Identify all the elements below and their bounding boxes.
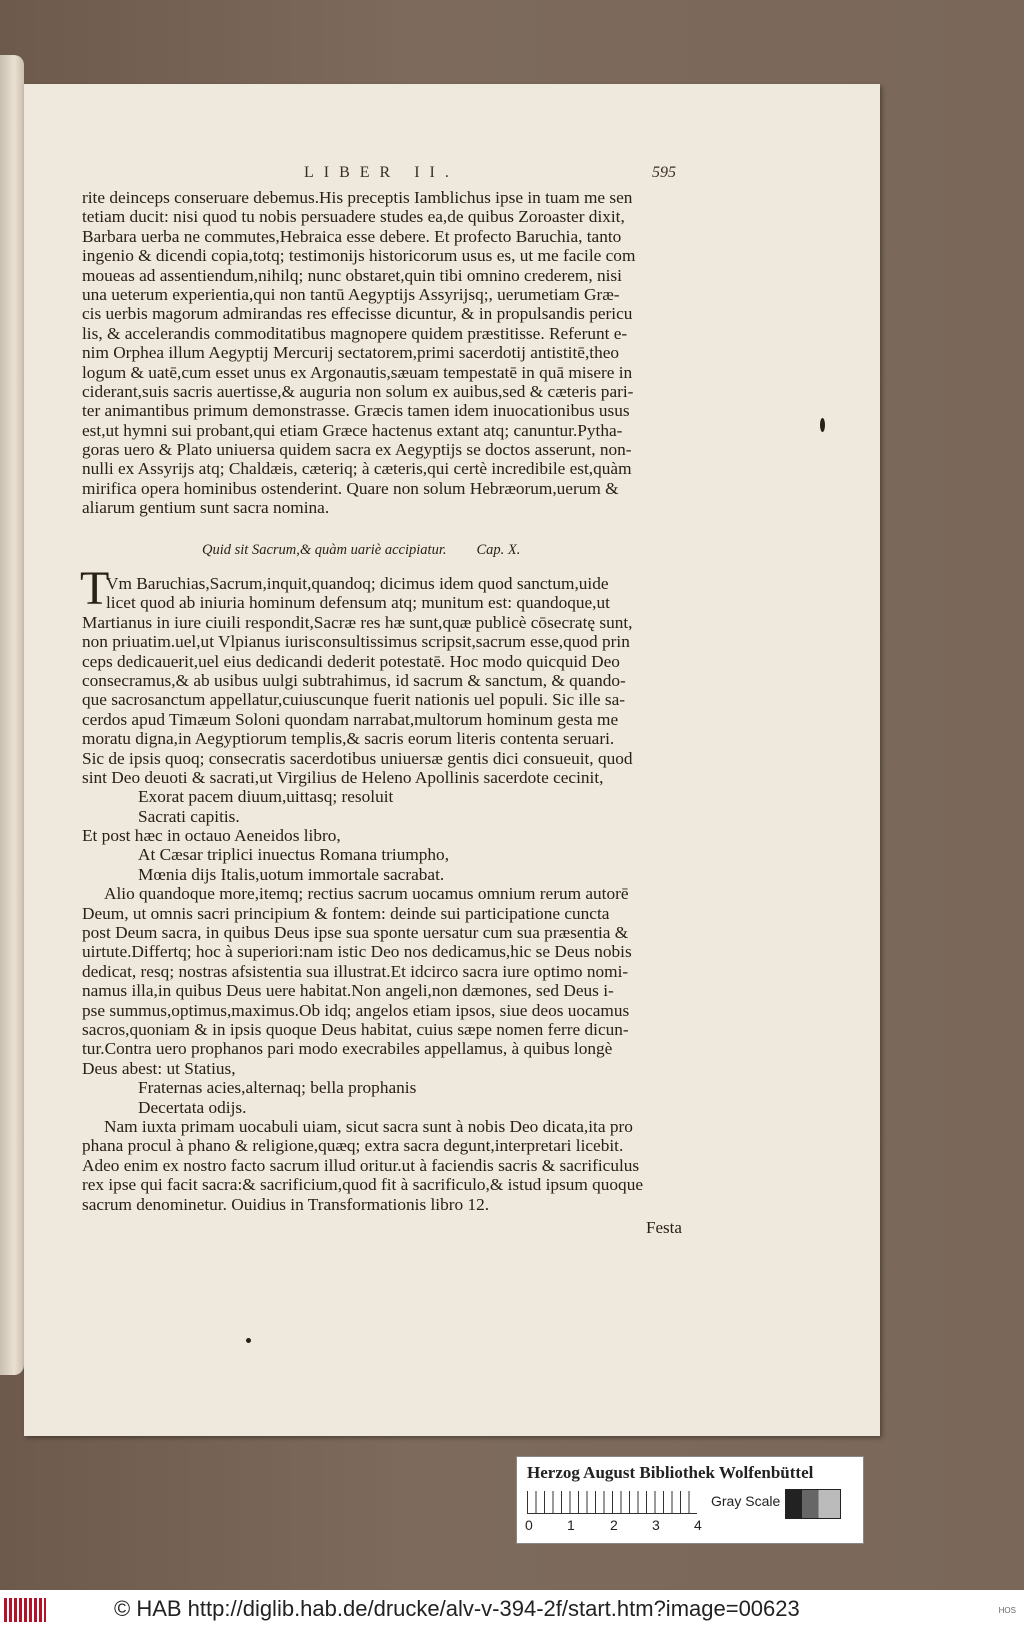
verse-line: Decertata odijs. (138, 1097, 247, 1117)
text-line: ceps dedicauerit,uel eius dedicandi dederit potestatē. Hoc modo quicquid Deo (82, 651, 620, 671)
text-line: Vm Baruchias,Sacrum,inquit,quandoq; dicimus idem quod sanctum,uide (106, 574, 609, 593)
text-line: logum & uatē,cum esset unus ex Argonautis,sæuam tempestatē in quā misere in (82, 362, 633, 382)
verse-line: Mœnia dijs Italis,uotum immortale sacrabat. (138, 864, 445, 884)
text-line: cis uerbis magorum admirandas res effecisse dicuntur, & in propulsandis pericu (82, 304, 633, 324)
text-line: aliarum gentium sunt sacra nomina. (82, 498, 330, 518)
text-line: ter animantibus primum demonstrasse. Græcis tamen idem inuocationibus usus (82, 401, 630, 421)
gray-scale-swatches (785, 1489, 841, 1519)
text-line: sint Deo deuoti & sacrati,ut Virgilius de Heleno Apollinis sacerdote cecinit, (82, 767, 604, 787)
text-line: phana procul à phano & religione,quæq; extra sacra degunt,interpretari licebit. (82, 1136, 624, 1156)
footer-tiny-mark: HOS (998, 1606, 1016, 1615)
text-line: uirtute.Differtq; hoc à superiori:nam istic Deo nos dedicamus,hic se Deus nobis (82, 942, 632, 962)
facing-page-edge (0, 55, 24, 1375)
ink-stain (246, 1338, 251, 1343)
text-line: mirifica opera hominibus ostenderint. Quare non solum Hebræorum,uerum & (82, 478, 619, 498)
text-line: dedicat, resq; nostras afsistentia sua illustrat.Et idcirco sacra iure optimo nomi- (82, 961, 629, 981)
text-line: non priuatim.uel,ut Vlpianus iurisconsultissimus scripsit,sacrum esse,quod prin (82, 632, 630, 652)
text-line: pse summus,optimus,maximus.Ob idq; angelos etiam ipsos, siue deos uocamus (82, 1000, 630, 1020)
verse-line: Exorat pacem diuum,uittasq; resoluit (138, 787, 394, 807)
ruler-number: 3 (652, 1517, 660, 1533)
text-line: Alio quandoque more,itemq; rectius sacrum uocamus omnium rerum autorē (104, 884, 629, 904)
verse-line: At Cæsar triplici inuectus Romana triumpho, (138, 845, 450, 865)
gray-scale-label: Gray Scale (711, 1493, 781, 1509)
catchword: Festa (646, 1218, 682, 1237)
chapter-title: Quid sit Sacrum,& quàm uariè accipiatur. (202, 542, 447, 558)
text-line: sacrum denominetur. Ouidius in Transformationis libro 12. (82, 1194, 490, 1214)
text-line: post Deum sacra, in quibus Deus ipse sua sponte uersatur cum sua præsentia & (82, 923, 629, 943)
text-line: Et post hæc in octauo Aeneidos libro, (82, 826, 341, 846)
footer-bar (0, 1590, 1024, 1629)
text-line: tur.Contra uero prophanos pari modo execrabiles appellamus, à quibus longè (82, 1039, 613, 1059)
text-line: nim Orphea illum Aegyptij Mercurij sectatorem,primi sacerdotij antistitē,theo (82, 343, 620, 363)
text-line: lis, & accelerandis commoditatibus magnopere quidem præstitisse. Referunt e- (82, 323, 628, 343)
text-line: rex ipse qui facit sacra:& sacrificium,quod fit à sacrificulo,& istud ipsum quoque (82, 1175, 644, 1195)
library-color-card (516, 1456, 864, 1544)
verse-line: Fraternas acies,alternaq; bella prophanis (138, 1078, 417, 1098)
text-line: Martianus in iure ciuili respondit,Sacræ res hæ sunt,quæ publicè cōsecratę sunt, (82, 612, 633, 632)
text-line: tetiam ducit: nisi quod tu nobis persuadere studes ea,de quibus Zoroaster dixit, (82, 207, 625, 227)
text-line: que sacrosanctum appellatur,cuiuscunque fuerit nationis uel populi. Sic ille sa- (82, 690, 626, 710)
text-line: Nam iuxta primam uocabuli uiam, sicut sacra sunt à nobis Deo dicata,ita pro (104, 1116, 633, 1136)
chapter-number: Cap. X. (476, 542, 521, 558)
scale-ruler (527, 1491, 697, 1514)
text-line: namus illa,in quibus Deus uere habitat.Non angeli,non dæmones, sed Deus i- (82, 981, 614, 1001)
text-line: moueas ad assentiendum,nihilq; nunc obstaret,quin tibi omnino crederem, nisi (82, 265, 622, 285)
text-line: una ueterum experientia,qui non tantū Aegyptijs Assyrijsq;, uerumetiam Græ- (82, 284, 620, 304)
library-name: Herzog August Bibliothek Wolfenbüttel (527, 1463, 814, 1482)
text-line: Barbara uerba ne commutes,Hebraica esse debere. Et profecto Baruchia, tanto (82, 226, 622, 246)
text-line: sacros,quoniam & in ipsis quoque Deus habitat, cuius sæpe nomen ferre dicun- (82, 1019, 629, 1039)
paragraph-main (82, 574, 712, 1214)
page-number: 595 (652, 164, 676, 181)
copyright-url[interactable]: © HAB http://diglib.hab.de/drucke/alv-v-394-2f/start.htm?image=00623 (114, 1596, 800, 1621)
text-line: consecramus,& ab usibus uulgi subtrahimus, id sacrum & sanctum, & quando- (82, 670, 626, 690)
ruler-number: 0 (525, 1517, 533, 1533)
text-line: goras uero & Plato uniuersa quidem sacra ex Aegyptijs se doctos asserunt, non- (82, 440, 632, 460)
text-line: licet quod ab iniuria hominum defensum atq; munitum est: quandoque,ut (106, 593, 610, 613)
book-page (24, 84, 880, 1436)
text-line: ingenio & dicendi copia,totq; testimonijs historicorum usus es, ut me facile com (82, 246, 636, 266)
ruler-number: 2 (610, 1517, 618, 1533)
ink-stain (820, 418, 825, 432)
text-line: moratu digna,in Aegyptiorum templis,& sacris eorum literis contenta seruari. (82, 729, 615, 749)
chapter-heading (202, 542, 520, 559)
text-line: Deum, ut omnis sacri principium & fontem: deinde sui participatione cuncta (82, 903, 610, 923)
hab-logo-icon (4, 1598, 46, 1622)
running-head: LIBER II. (304, 164, 459, 181)
ruler-number: 1 (567, 1517, 575, 1533)
text-line: Adeo enim ex nostro facto sacrum illud oritur.ut à faciendis sacris & sacrificulus (82, 1155, 640, 1175)
text-line: cerdos apud Timæum Soloni quondam narrabat,multorum hominum gesta me (82, 709, 619, 729)
text-line: nulli ex Assyrijs atq; Chaldæis, cæteriq; à cæteris,qui certè incredibile est,quàm (82, 459, 632, 479)
drop-cap: T (80, 562, 110, 615)
text-line: est,ut hymni sui probant,qui etiam Græce hactenus extant atq; canuntur.Pytha- (82, 420, 623, 440)
verse-line: Sacrati capitis. (138, 806, 240, 826)
text-line: Sic de ipsis quoq; consecratis sacerdotibus uniuersæ gentis dici consueuit, quod (82, 748, 633, 768)
text-line: rite deinceps conseruare debemus.His preceptis Iamblichus ipse in tuam me sen (82, 188, 633, 207)
text-line: ciderant,suis sacris auertisse,& auguria non solum ex auibus,sed & cæteris pari- (82, 381, 634, 401)
text-line: Deus abest: ut Statius, (82, 1058, 236, 1078)
ruler-number: 4 (694, 1517, 702, 1533)
paragraph-top (82, 188, 712, 518)
